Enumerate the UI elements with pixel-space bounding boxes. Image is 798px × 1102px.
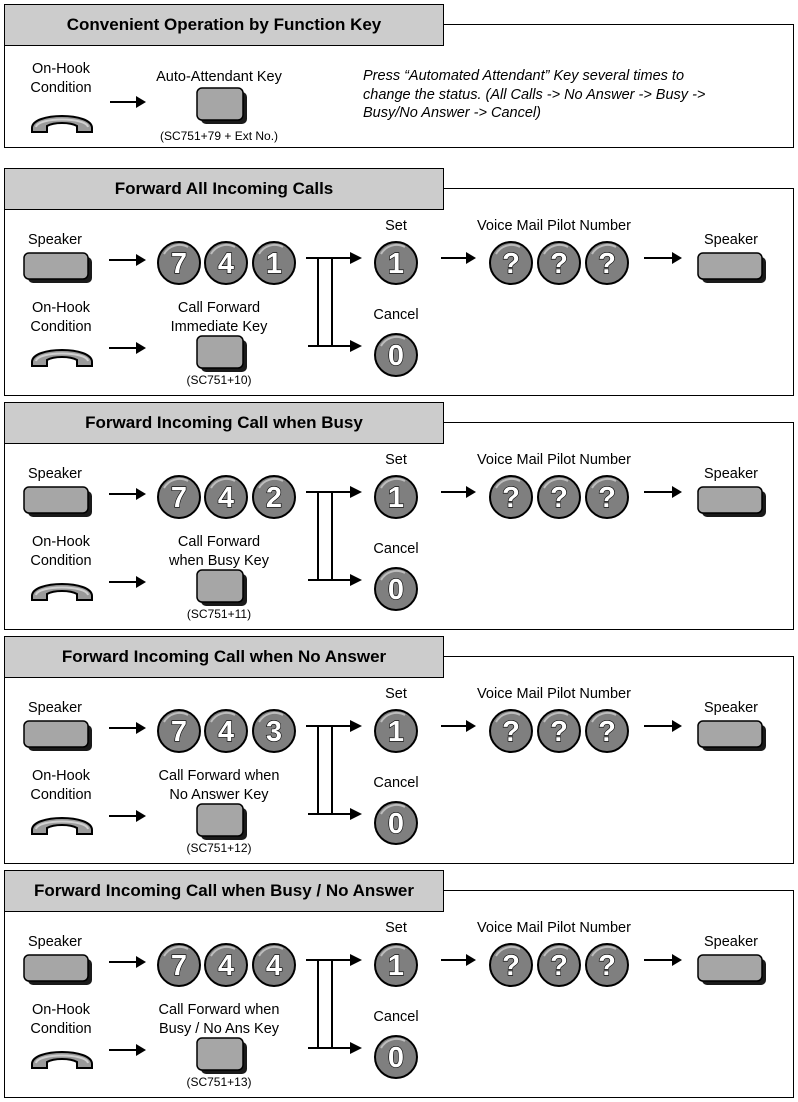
- function-key-code: (SC751+11): [186, 607, 252, 621]
- section-title: Forward Incoming Call when No Answer: [4, 636, 444, 678]
- function-key-code: (SC751+13): [186, 1075, 252, 1089]
- digit-text: 1: [387, 248, 405, 280]
- set-label: Set: [385, 686, 407, 702]
- arrow-right-icon: [109, 488, 146, 500]
- arrow-right-icon: [109, 576, 146, 588]
- set-digit-icon: [375, 242, 417, 284]
- function-key-label: Call Forward when No Answer Key: [158, 768, 280, 803]
- function-key-code: (SC751+12): [186, 841, 252, 855]
- auto-attendant-key-code: (SC751+79 + Ext No.): [159, 129, 279, 143]
- digit-text: ?: [502, 716, 520, 748]
- cancel-label: Cancel: [373, 775, 419, 791]
- digit-text: 1: [387, 482, 405, 514]
- dial-digit-icon: [253, 242, 295, 284]
- end-speaker-label: Speaker: [703, 232, 758, 248]
- voice-mail-digit-icon: [586, 242, 628, 284]
- voice-mail-digit-icon: [586, 476, 628, 518]
- voice-mail-pilot-label: Voice Mail Pilot Number: [477, 686, 631, 702]
- digit-text: ?: [598, 716, 616, 748]
- function-key-icon: [197, 804, 247, 840]
- digit-text: 1: [387, 950, 405, 982]
- arrow-right-icon: [109, 342, 146, 354]
- dial-digit-icon: [158, 710, 200, 752]
- speaker-label: Speaker: [27, 466, 82, 482]
- forward-all-section: [4, 168, 794, 396]
- voice-mail-pilot-label: Voice Mail Pilot Number: [477, 920, 631, 936]
- arrow-right-icon: [109, 810, 146, 822]
- cancel-digit-icon: [375, 568, 417, 610]
- voice-mail-digit-icon: [490, 242, 532, 284]
- voice-mail-digit-icon: [538, 242, 580, 284]
- digit-text: 4: [217, 248, 235, 280]
- speaker-label: Speaker: [27, 700, 82, 716]
- auto-attendant-key-label: Auto-Attendant Key: [156, 69, 282, 85]
- handset-icon: [32, 350, 92, 366]
- digit-text: 7: [170, 248, 188, 280]
- dial-digit-icon: [253, 710, 295, 752]
- voice-mail-digit-icon: [586, 944, 628, 986]
- digit-text: 2: [265, 482, 283, 514]
- cancel-label: Cancel: [373, 541, 419, 557]
- section-graphics: [4, 870, 794, 1098]
- digit-text: ?: [502, 482, 520, 514]
- arrow-right-icon: [109, 722, 146, 734]
- voice-mail-digit-icon: [490, 476, 532, 518]
- dial-digit-icon: [253, 476, 295, 518]
- arrow-right-icon: [644, 720, 682, 732]
- digit-text: ?: [598, 482, 616, 514]
- forward-busy-section: [4, 402, 794, 630]
- digit-text: ?: [550, 950, 568, 982]
- function-key-icon: [197, 570, 247, 606]
- digit-text: 7: [170, 482, 188, 514]
- digit-text: 0: [387, 1042, 405, 1074]
- voice-mail-pilot-label: Voice Mail Pilot Number: [477, 218, 631, 234]
- section-graphics: [4, 636, 794, 864]
- branch-connector: [306, 954, 362, 1054]
- forward-no-answer-section: [4, 636, 794, 864]
- cancel-digit-icon: [375, 334, 417, 376]
- arrow-right-icon: [441, 954, 476, 966]
- voice-mail-digit-icon: [490, 710, 532, 752]
- digit-text: 0: [387, 340, 405, 372]
- header-panel: [4, 4, 794, 150]
- set-label: Set: [385, 452, 407, 468]
- voice-mail-pilot-label: Voice Mail Pilot Number: [477, 452, 631, 468]
- speaker-key-icon: [24, 253, 92, 283]
- dial-digit-icon: [205, 710, 247, 752]
- cancel-digit-icon: [375, 1036, 417, 1078]
- section-title: Forward Incoming Call when Busy / No Answer: [4, 870, 444, 912]
- digit-text: 1: [387, 716, 405, 748]
- voice-mail-digit-icon: [490, 944, 532, 986]
- voice-mail-digit-icon: [538, 710, 580, 752]
- function-key-icon: [197, 336, 247, 372]
- header-title: Convenient Operation by Function Key: [4, 4, 444, 46]
- end-speaker-key-icon: [698, 955, 766, 985]
- speaker-label: Speaker: [27, 934, 82, 950]
- onhook-label: On-Hook Condition: [30, 61, 92, 96]
- digit-text: ?: [550, 716, 568, 748]
- handset-icon: [32, 818, 92, 834]
- branch-connector: [306, 486, 362, 586]
- dial-digit-icon: [205, 944, 247, 986]
- function-key-label: Call Forward when Busy / No Ans Key: [158, 1002, 280, 1037]
- branch-connector: [306, 720, 362, 820]
- speaker-label: Speaker: [27, 232, 82, 248]
- digit-text: ?: [502, 248, 520, 280]
- onhook-label: On-Hook Condition: [30, 768, 92, 803]
- voice-mail-digit-icon: [586, 710, 628, 752]
- section-graphics: [4, 168, 794, 396]
- arrow-right-icon: [644, 954, 682, 966]
- section-graphics: [4, 402, 794, 630]
- section-title: Forward All Incoming Calls: [4, 168, 444, 210]
- end-speaker-label: Speaker: [703, 466, 758, 482]
- digit-text: 7: [170, 716, 188, 748]
- speaker-key-icon: [24, 955, 92, 985]
- dial-digit-icon: [158, 476, 200, 518]
- dial-digit-icon: [158, 944, 200, 986]
- arrow-right-icon: [644, 252, 682, 264]
- onhook-label: On-Hook Condition: [30, 1002, 92, 1037]
- set-digit-icon: [375, 476, 417, 518]
- arrow-right-icon: [441, 720, 476, 732]
- voice-mail-digit-icon: [538, 944, 580, 986]
- function-key-icon: [197, 1038, 247, 1074]
- digit-text: 0: [387, 808, 405, 840]
- arrow-right-icon: [441, 252, 476, 264]
- dial-digit-icon: [158, 242, 200, 284]
- set-label: Set: [385, 920, 407, 936]
- end-speaker-key-icon: [698, 253, 766, 283]
- end-speaker-key-icon: [698, 721, 766, 751]
- branch-connector: [306, 252, 362, 352]
- cancel-label: Cancel: [373, 1009, 419, 1025]
- set-digit-icon: [375, 944, 417, 986]
- digit-text: ?: [550, 482, 568, 514]
- arrow-right-icon: [644, 486, 682, 498]
- arrow-right-icon: [110, 96, 146, 108]
- digit-text: ?: [598, 950, 616, 982]
- digit-text: ?: [502, 950, 520, 982]
- speaker-key-icon: [24, 721, 92, 751]
- end-speaker-label: Speaker: [703, 700, 758, 716]
- cancel-label: Cancel: [373, 307, 419, 323]
- digit-text: 4: [217, 950, 235, 982]
- arrow-right-icon: [109, 254, 146, 266]
- function-key-code: (SC751+10): [186, 373, 252, 387]
- set-label: Set: [385, 218, 407, 234]
- digit-text: 4: [217, 716, 235, 748]
- forward-busy-no-answer-section: [4, 870, 794, 1098]
- digit-text: 3: [265, 716, 283, 748]
- handset-icon: [32, 584, 92, 600]
- digit-text: 4: [217, 482, 235, 514]
- handset-icon: [32, 116, 92, 132]
- key-button-icon: [197, 88, 247, 124]
- dial-digit-icon: [205, 476, 247, 518]
- handset-icon: [32, 1052, 92, 1068]
- onhook-label: On-Hook Condition: [30, 534, 92, 569]
- voice-mail-digit-icon: [538, 476, 580, 518]
- digit-text: 0: [387, 574, 405, 606]
- instruction-note: Press “Automated Attendant” Key several times to change the status. (All Calls -> No Answer -> Busy -> Busy/No Answer -> Cancel): [363, 68, 706, 121]
- digit-text: ?: [598, 248, 616, 280]
- function-key-label: Call Forward Immediate Key: [170, 300, 268, 335]
- digit-text: 7: [170, 950, 188, 982]
- set-digit-icon: [375, 710, 417, 752]
- dial-digit-icon: [205, 242, 247, 284]
- cancel-digit-icon: [375, 802, 417, 844]
- end-speaker-label: Speaker: [703, 934, 758, 950]
- speaker-key-icon: [24, 487, 92, 517]
- arrow-right-icon: [109, 956, 146, 968]
- digit-text: 4: [265, 950, 283, 982]
- section-title: Forward Incoming Call when Busy: [4, 402, 444, 444]
- arrow-right-icon: [441, 486, 476, 498]
- arrow-right-icon: [109, 1044, 146, 1056]
- onhook-label: On-Hook Condition: [30, 300, 92, 335]
- end-speaker-key-icon: [698, 487, 766, 517]
- function-key-label: Call Forward when Busy Key: [169, 534, 269, 569]
- dial-digit-icon: [253, 944, 295, 986]
- digit-text: 1: [265, 248, 283, 280]
- digit-text: ?: [550, 248, 568, 280]
